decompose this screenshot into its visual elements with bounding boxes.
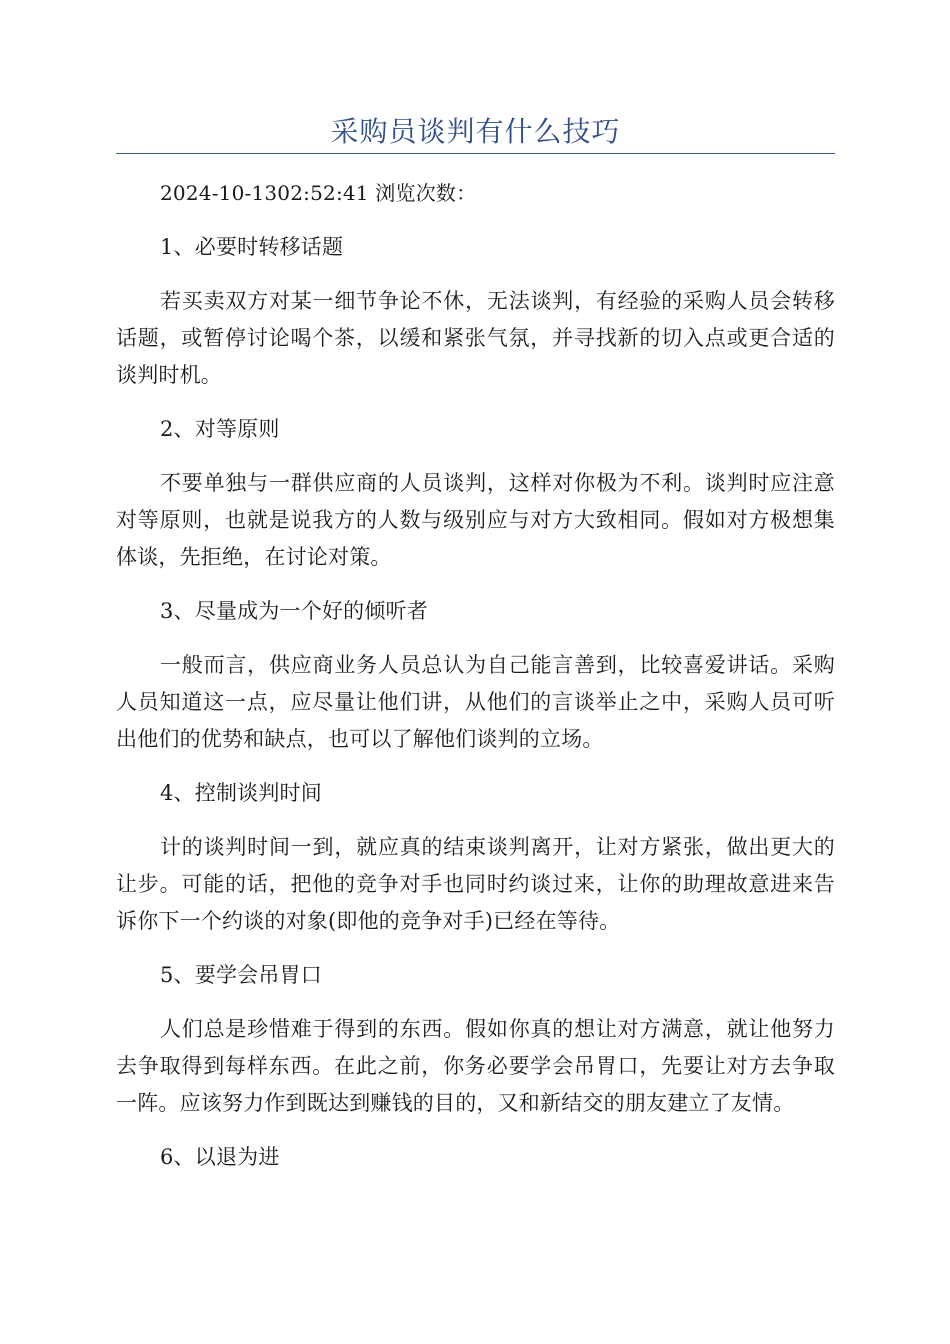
section-heading: 6、以退为进 bbox=[160, 1145, 280, 1169]
section-heading: 3、尽量成为一个好的倾听者 bbox=[160, 599, 428, 623]
document-title: 采购员谈判有什么技巧 bbox=[330, 115, 621, 148]
section-paragraph: 计的谈判时间一到，就应真的结束谈判离开，让对方紧张，做出更大的让步。可能的话，把他的竞争对手也同时约谈过来，让你的助理故意进来告诉你下一个约谈的对象(即他的竞争对手)已经在等待。 bbox=[116, 835, 835, 933]
section-heading: 5、要学会吊胃口 bbox=[160, 963, 322, 987]
publish-meta: 2024-10-1302:52:41 浏览次数： bbox=[160, 181, 477, 205]
section-paragraph: 若买卖双方对某一细节争论不休，无法谈判，有经验的采购人员会转移话题，或暂停讨论喝个茶，以缓和紧张气氛，并寻找新的切入点或更合适的谈判时机。 bbox=[116, 289, 835, 387]
title-divider bbox=[116, 153, 835, 154]
section-heading: 1、必要时转移话题 bbox=[160, 235, 344, 259]
section-paragraph: 一般而言，供应商业务人员总认为自己能言善到，比较喜爱讲话。采购人员知道这一点，应尽量让他们讲，从他们的言谈举止之中，采购人员可听出他们的优势和缺点，也可以了解他们谈判的立场。 bbox=[116, 653, 835, 751]
section-paragraph: 不要单独与一群供应商的人员谈判，这样对你极为不利。谈判时应注意对等原则，也就是说我方的人数与级别应与对方大致相同。假如对方极想集体谈，先拒绝，在讨论对策。 bbox=[116, 471, 835, 569]
section-heading: 2、对等原则 bbox=[160, 417, 280, 441]
section-paragraph: 人们总是珍惜难于得到的东西。假如你真的想让对方满意，就让他努力去争取得到每样东西。在此之前，你务必要学会吊胃口，先要让对方去争取一阵。应该努力作到既达到赚钱的目的，又和新结交的朋友建立了友情。 bbox=[116, 1017, 835, 1115]
section-heading: 4、控制谈判时间 bbox=[160, 781, 322, 805]
document-body bbox=[116, 175, 835, 1193]
